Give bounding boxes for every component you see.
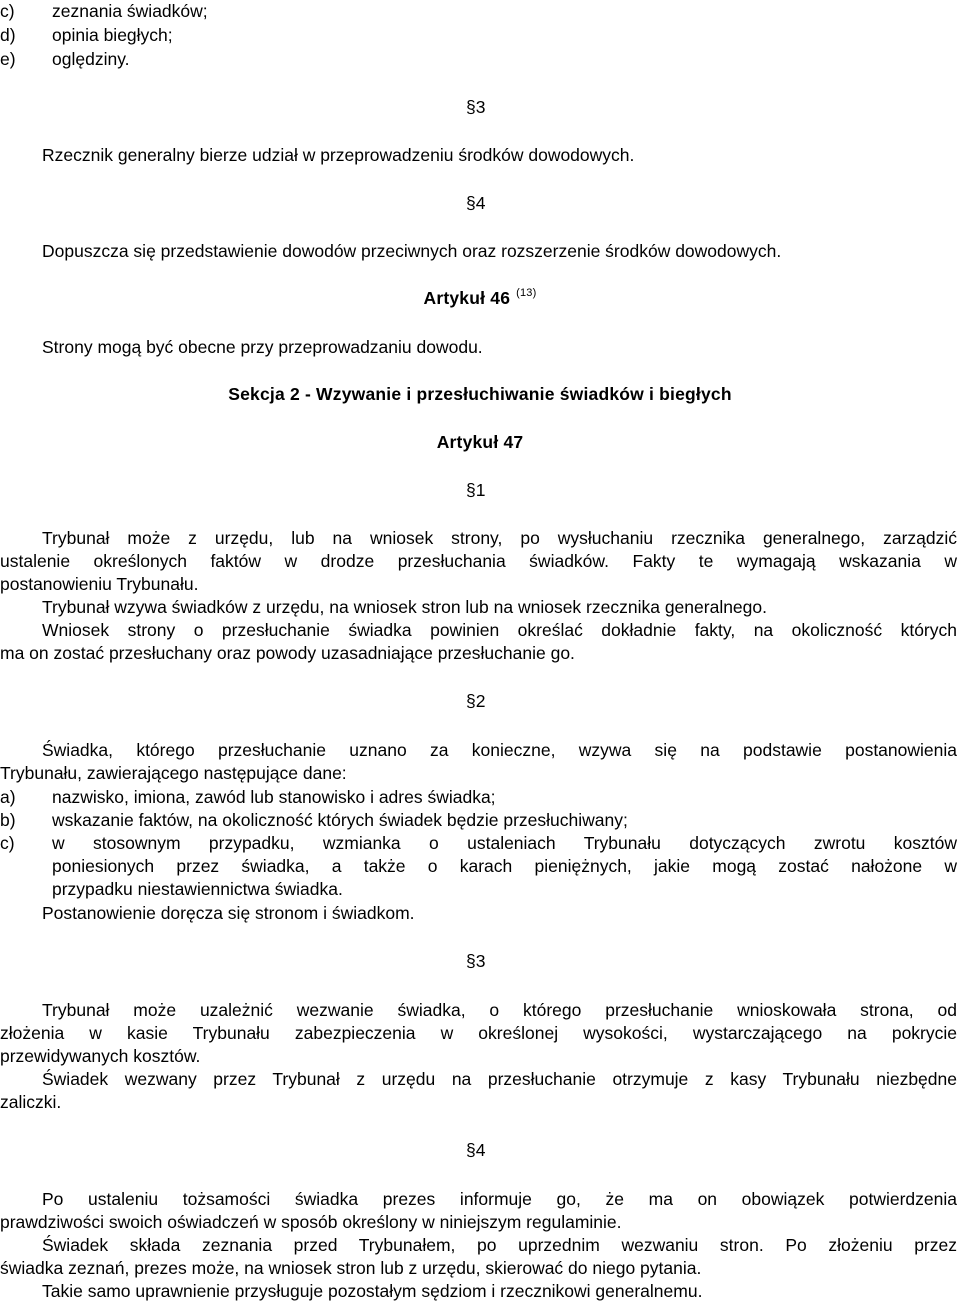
- paragraph-number: §4: [466, 193, 486, 213]
- list-label: b): [0, 810, 16, 830]
- list-label: d): [0, 25, 16, 45]
- list-label: c): [0, 833, 15, 853]
- text-line: prawdziwości swoich oświadczeń w sposób określony w niniejszym regulaminie.: [0, 1212, 622, 1232]
- list-item: zeznania świadków;: [52, 1, 208, 21]
- text-line: Wniosek strony o przesłuchanie świadka powinien określać dokładnie fakty, na okoliczność których: [42, 620, 957, 640]
- paragraph-number: §4: [466, 1140, 486, 1160]
- list-item: przypadku niestawiennictwa świadka.: [52, 879, 343, 899]
- text-line: Świadek wezwany przez Trybunał z urzędu na przesłuchanie otrzymuje z kasy Trybunału niezbędne: [42, 1069, 957, 1089]
- text-line: postanowieniu Trybunału.: [0, 574, 199, 594]
- list-item: wskazanie faktów, na okoliczność których świadek będzie przesłuchiwany;: [52, 810, 628, 830]
- paragraph-number: §2: [466, 691, 486, 711]
- list-item: w stosownym przypadku, wzmianka o ustaleniach Trybunału dotyczących zwrotu kosztów: [52, 833, 957, 853]
- text-line: ma on zostać przesłuchany oraz powody uzasadniające przesłuchanie go.: [0, 643, 575, 663]
- section-2-heading: Sekcja 2 - Wzywanie i przesłuchiwanie świadków i biegłych: [228, 384, 732, 404]
- text-line: przewidywanych kosztów.: [0, 1046, 201, 1066]
- paragraph-text: Rzecznik generalny bierze udział w przeprowadzeniu środków dowodowych.: [42, 145, 635, 165]
- text-line: Po ustaleniu tożsamości świadka prezes informuje go, że ma on obowiązek potwierdzenia: [42, 1189, 957, 1209]
- text-line: Trybunał może uzależnić wezwanie świadka, o którego przesłuchanie wnioskowała strona, od: [42, 1000, 957, 1020]
- list-item: oględziny.: [52, 49, 130, 69]
- list-item: nazwisko, imiona, zawód lub stanowisko i adres świadka;: [52, 787, 496, 807]
- article-title: Artykuł 46: [423, 288, 511, 308]
- paragraph-number: §1: [466, 480, 486, 500]
- paragraph-number: §3: [466, 951, 486, 971]
- article-47-heading: Artykuł 47: [436, 432, 524, 452]
- list-item: poniesionych przez świadka, a także o karach pieniężnych, jakie mogą zostać nałożone w: [52, 856, 957, 876]
- article-46-text: Strony mogą być obecne przy przeprowadzaniu dowodu.: [42, 337, 483, 357]
- text-line: ustalenie określonych faktów w drodze przesłuchania świadków. Fakty te wymagają wskazania w: [0, 551, 957, 571]
- list-label: c): [0, 1, 15, 21]
- text-line: Trybunał wzywa świadków z urzędu, na wniosek stron lub na wniosek rzecznika generalnego.: [42, 597, 767, 617]
- list-label: a): [0, 787, 16, 807]
- article-46-heading: [0, 287, 960, 313]
- paragraph-number: §3: [466, 97, 486, 117]
- footnote-marker: (13): [516, 287, 537, 299]
- text-line: złożenia w kasie Trybunału zabezpieczenia w określonej wysokości, wystarczającego na pokrycie: [0, 1023, 957, 1043]
- text-line: Świadka, którego przesłuchanie uznano za konieczne, wzywa się na podstawie postanowienia: [42, 740, 957, 760]
- text-line: Trybunał może z urzędu, lub na wniosek strony, po wysłuchaniu rzecznika generalnego, zarządzić: [42, 528, 957, 548]
- text-line: świadka zeznań, prezes może, na wniosek stron lub z urzędu, skierować do niego pytania.: [0, 1258, 702, 1278]
- text-line: Postanowienie doręcza się stronom i świadkom.: [42, 903, 415, 923]
- list-item: opinia biegłych;: [52, 25, 173, 45]
- text-line: zaliczki.: [0, 1092, 62, 1112]
- list-label: e): [0, 49, 16, 69]
- text-line: Takie samo uprawnienie przysługuje pozostałym sędziom i rzecznikowi generalnemu.: [42, 1281, 703, 1301]
- text-line: Trybunału, zawierającego następujące dane:: [0, 763, 347, 783]
- paragraph-text: Dopuszcza się przedstawienie dowodów przeciwnych oraz rozszerzenie środków dowodowych.: [42, 241, 782, 261]
- text-line: Świadek składa zeznania przed Trybunałem, po uprzednim wezwaniu stron. Po złożeniu przez: [42, 1235, 957, 1255]
